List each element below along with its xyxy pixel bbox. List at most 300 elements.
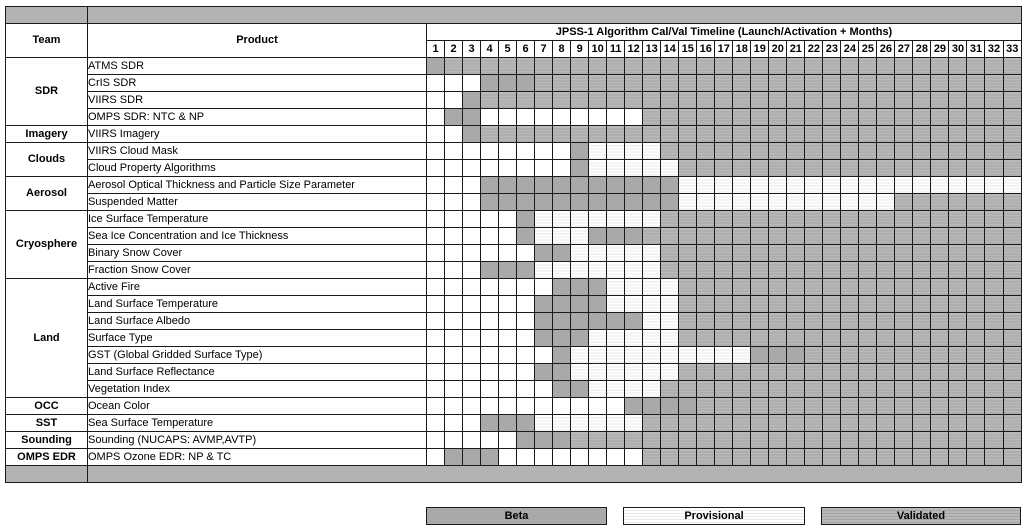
timeline-cell-val — [769, 211, 787, 228]
timeline-cell-val — [877, 109, 895, 126]
timeline-cell-val — [985, 398, 1003, 415]
timeline-cell-val — [985, 449, 1003, 466]
timeline-cell-val — [769, 262, 787, 279]
timeline-cell-val — [571, 126, 589, 143]
timeline-cell-empty — [481, 160, 499, 177]
timeline-cell-val — [931, 143, 949, 160]
timeline-cell-val — [697, 381, 715, 398]
timeline-cell-empty — [553, 143, 571, 160]
timeline-cell-empty — [427, 415, 445, 432]
timeline-cell-prov — [607, 279, 625, 296]
timeline-cell-val — [931, 262, 949, 279]
timeline-cell-beta — [571, 160, 589, 177]
timeline-cell-val — [751, 228, 769, 245]
timeline-cell-val — [805, 92, 823, 109]
timeline-cell-empty — [445, 177, 463, 194]
timeline-cell-prov — [607, 160, 625, 177]
timeline-cell-val — [967, 143, 985, 160]
timeline-cell-val — [949, 160, 967, 177]
timeline-cell-beta — [607, 313, 625, 330]
timeline-cell-val — [967, 228, 985, 245]
timeline-cell-val — [895, 449, 913, 466]
timeline-cell-val — [571, 75, 589, 92]
timeline-cell-beta — [499, 177, 517, 194]
timeline-cell-empty — [499, 330, 517, 347]
month-header: 20 — [769, 41, 787, 58]
timeline-cell-empty — [535, 109, 553, 126]
timeline-cell-prov — [841, 177, 859, 194]
timeline-cell-beta — [589, 228, 607, 245]
timeline-cell-val — [733, 211, 751, 228]
timeline-cell-val — [697, 211, 715, 228]
timeline-cell-val — [877, 364, 895, 381]
timeline-cell-empty — [445, 415, 463, 432]
timeline-cell-val — [607, 126, 625, 143]
timeline-cell-val — [895, 228, 913, 245]
timeline-cell-val — [931, 398, 949, 415]
timeline-cell-beta — [535, 330, 553, 347]
table-row — [6, 449, 1022, 466]
timeline-cell-val — [805, 160, 823, 177]
timeline-cell-prov — [841, 194, 859, 211]
timeline-cell-prov — [607, 330, 625, 347]
timeline-cell-prov — [661, 330, 679, 347]
timeline-cell-val — [571, 58, 589, 75]
timeline-cell-val — [949, 245, 967, 262]
timeline-cell-val — [949, 449, 967, 466]
timeline-cell-prov — [1003, 177, 1021, 194]
timeline-cell-empty — [517, 398, 535, 415]
timeline-cell-empty — [427, 177, 445, 194]
timeline-cell-val — [697, 109, 715, 126]
timeline-cell-val — [787, 211, 805, 228]
timeline-cell-val — [553, 75, 571, 92]
timeline-cell-val — [751, 160, 769, 177]
timeline-cell-val — [967, 279, 985, 296]
timeline-cell-empty — [427, 92, 445, 109]
timeline-cell-val — [661, 228, 679, 245]
timeline-cell-val — [877, 262, 895, 279]
timeline-cell-val — [949, 58, 967, 75]
timeline-cell-val — [805, 398, 823, 415]
timeline-cell-val — [679, 381, 697, 398]
timeline-cell-empty — [463, 262, 481, 279]
timeline-cell-val — [841, 364, 859, 381]
timeline-cell-val — [805, 75, 823, 92]
timeline-cell-val — [679, 228, 697, 245]
timeline-cell-prov — [661, 279, 679, 296]
product-label: ATMS SDR — [88, 58, 427, 75]
timeline-cell-val — [769, 126, 787, 143]
timeline-cell-val — [787, 160, 805, 177]
timeline-cell-val — [589, 92, 607, 109]
timeline-cell-empty — [589, 109, 607, 126]
table-row — [6, 364, 1022, 381]
timeline-cell-beta — [553, 313, 571, 330]
timeline-cell-val — [769, 109, 787, 126]
timeline-cell-val — [949, 228, 967, 245]
timeline-cell-val — [715, 364, 733, 381]
timeline-cell-val — [823, 262, 841, 279]
timeline-cell-val — [949, 364, 967, 381]
timeline-cell-val — [769, 75, 787, 92]
timeline-cell-val — [985, 211, 1003, 228]
timeline-cell-prov — [751, 177, 769, 194]
timeline-cell-val — [805, 347, 823, 364]
month-header: 27 — [895, 41, 913, 58]
timeline-cell-val — [967, 449, 985, 466]
timeline-cell-val — [751, 432, 769, 449]
product-label: Sea Surface Temperature — [88, 415, 427, 432]
team-label: SDR — [6, 58, 88, 126]
timeline-cell-empty — [625, 109, 643, 126]
timeline-cell-val — [751, 364, 769, 381]
timeline-cell-val — [805, 245, 823, 262]
timeline-cell-val — [877, 75, 895, 92]
timeline-cell-val — [787, 92, 805, 109]
timeline-cell-val — [949, 262, 967, 279]
timeline-cell-prov — [967, 177, 985, 194]
timeline-cell-val — [697, 75, 715, 92]
timeline-cell-empty — [445, 381, 463, 398]
product-label: Sea Ice Concentration and Ice Thickness — [88, 228, 427, 245]
timeline-cell-val — [679, 211, 697, 228]
month-header: 10 — [589, 41, 607, 58]
timeline-cell-empty — [499, 211, 517, 228]
timeline-cell-val — [1003, 143, 1021, 160]
timeline-cell-val — [895, 432, 913, 449]
table-row — [6, 245, 1022, 262]
timeline-cell-beta — [607, 177, 625, 194]
timeline-cell-empty — [445, 398, 463, 415]
timeline-cell-prov — [931, 177, 949, 194]
timeline-cell-val — [913, 296, 931, 313]
timeline-cell-val — [841, 296, 859, 313]
timeline-cell-val — [967, 92, 985, 109]
timeline-cell-val — [643, 415, 661, 432]
month-header: 8 — [553, 41, 571, 58]
product-label: Vegetation Index — [88, 381, 427, 398]
timeline-cell-empty — [427, 296, 445, 313]
timeline-cell-val — [931, 415, 949, 432]
timeline-cell-empty — [517, 143, 535, 160]
timeline-cell-beta — [589, 279, 607, 296]
timeline-cell-prov — [571, 364, 589, 381]
timeline-cell-val — [679, 449, 697, 466]
timeline-cell-val — [841, 381, 859, 398]
product-label: VIIRS Imagery — [88, 126, 427, 143]
timeline-cell-empty — [463, 177, 481, 194]
timeline-cell-empty — [427, 211, 445, 228]
timeline-cell-val — [769, 296, 787, 313]
timeline-cell-val — [913, 143, 931, 160]
timeline-cell-beta — [553, 364, 571, 381]
timeline-cell-val — [553, 126, 571, 143]
timeline-cell-val — [769, 330, 787, 347]
timeline-cell-val — [679, 245, 697, 262]
timeline-cell-prov — [571, 228, 589, 245]
timeline-cell-empty — [427, 75, 445, 92]
timeline-cell-val — [535, 75, 553, 92]
timeline-cell-val — [643, 449, 661, 466]
timeline-cell-val — [787, 262, 805, 279]
timeline-cell-prov — [607, 296, 625, 313]
timeline-cell-val — [967, 211, 985, 228]
month-header: 1 — [427, 41, 445, 58]
timeline-cell-empty — [517, 109, 535, 126]
timeline-cell-val — [715, 432, 733, 449]
timeline-cell-val — [931, 92, 949, 109]
timeline-cell-val — [805, 211, 823, 228]
timeline-cell-prov — [589, 211, 607, 228]
timeline-cell-val — [859, 262, 877, 279]
timeline-cell-val — [931, 364, 949, 381]
timeline-cell-val — [841, 245, 859, 262]
month-header: 33 — [1003, 41, 1021, 58]
timeline-cell-val — [985, 364, 1003, 381]
timeline-cell-val — [913, 313, 931, 330]
timeline-cell-prov — [823, 194, 841, 211]
timeline-cell-val — [1003, 211, 1021, 228]
timeline-cell-val — [859, 58, 877, 75]
table-row — [6, 381, 1022, 398]
table-row — [6, 194, 1022, 211]
timeline-cell-val — [715, 228, 733, 245]
timeline-cell-beta — [553, 330, 571, 347]
timeline-cell-beta — [607, 228, 625, 245]
timeline-cell-val — [733, 160, 751, 177]
timeline-cell-val — [895, 211, 913, 228]
timeline-cell-beta — [553, 347, 571, 364]
timeline-cell-prov — [625, 160, 643, 177]
timeline-cell-empty — [499, 432, 517, 449]
timeline-cell-empty — [427, 245, 445, 262]
timeline-cell-val — [787, 381, 805, 398]
timeline-cell-val — [949, 398, 967, 415]
timeline-cell-val — [1003, 330, 1021, 347]
timeline-cell-prov — [913, 177, 931, 194]
timeline-cell-empty — [463, 347, 481, 364]
timeline-cell-val — [643, 75, 661, 92]
month-header: 32 — [985, 41, 1003, 58]
timeline-cell-val — [769, 143, 787, 160]
timeline-cell-val — [895, 126, 913, 143]
timeline-cell-empty — [499, 364, 517, 381]
timeline-cell-empty — [445, 228, 463, 245]
month-header: 16 — [697, 41, 715, 58]
timeline-cell-prov — [553, 228, 571, 245]
timeline-cell-val — [913, 262, 931, 279]
timeline-cell-val — [661, 126, 679, 143]
timeline-cell-val — [859, 330, 877, 347]
timeline-cell-val — [1003, 109, 1021, 126]
timeline-cell-prov — [697, 347, 715, 364]
timeline-cell-empty — [463, 398, 481, 415]
timeline-cell-val — [481, 92, 499, 109]
timeline-cell-val — [661, 415, 679, 432]
month-header: 6 — [517, 41, 535, 58]
timeline-cell-prov — [697, 177, 715, 194]
timeline-cell-val — [841, 347, 859, 364]
timeline-cell-empty — [535, 347, 553, 364]
timeline-cell-prov — [643, 313, 661, 330]
timeline-cell-prov — [625, 330, 643, 347]
timeline-cell-prov — [769, 177, 787, 194]
timeline-cell-prov — [643, 245, 661, 262]
timeline-cell-val — [877, 279, 895, 296]
timeline-cell-val — [949, 347, 967, 364]
timeline-cell-prov — [625, 415, 643, 432]
timeline-cell-val — [859, 228, 877, 245]
timeline-cell-val — [661, 143, 679, 160]
timeline-cell-prov — [985, 177, 1003, 194]
timeline-cell-beta — [625, 398, 643, 415]
timeline-cell-val — [517, 92, 535, 109]
timeline-cell-val — [751, 296, 769, 313]
timeline-cell-val — [769, 160, 787, 177]
timeline-cell-prov — [859, 194, 877, 211]
table-row — [6, 330, 1022, 347]
timeline-cell-empty — [445, 160, 463, 177]
month-header: 25 — [859, 41, 877, 58]
timeline-cell-val — [805, 449, 823, 466]
timeline-cell-val — [805, 228, 823, 245]
timeline-cell-prov — [571, 347, 589, 364]
timeline-cell-val — [895, 109, 913, 126]
timeline-cell-val — [913, 75, 931, 92]
timeline-cell-empty — [445, 92, 463, 109]
timeline-cell-val — [643, 126, 661, 143]
timeline-cell-val — [607, 58, 625, 75]
timeline-cell-val — [877, 398, 895, 415]
timeline-cell-val — [715, 296, 733, 313]
timeline-cell-beta — [571, 194, 589, 211]
timeline-cell-empty — [463, 364, 481, 381]
timeline-cell-val — [769, 313, 787, 330]
timeline-cell-val — [895, 75, 913, 92]
timeline-cell-prov — [877, 177, 895, 194]
timeline-cell-val — [967, 58, 985, 75]
month-header: 28 — [913, 41, 931, 58]
timeline-cell-val — [787, 58, 805, 75]
timeline-cell-prov — [589, 347, 607, 364]
timeline-cell-val — [805, 313, 823, 330]
timeline-cell-beta — [499, 415, 517, 432]
timeline-cell-empty — [535, 449, 553, 466]
timeline-cell-val — [787, 330, 805, 347]
timeline-cell-val — [913, 160, 931, 177]
timeline-cell-val — [733, 449, 751, 466]
timeline-cell-prov — [553, 211, 571, 228]
timeline-cell-prov — [877, 194, 895, 211]
timeline-cell-val — [805, 58, 823, 75]
product-label: Land Surface Temperature — [88, 296, 427, 313]
timeline-cell-val — [895, 194, 913, 211]
timeline-cell-val — [949, 75, 967, 92]
timeline-cell-val — [823, 160, 841, 177]
timeline-cell-val — [787, 228, 805, 245]
timeline-cell-val — [949, 381, 967, 398]
timeline-cell-val — [985, 415, 1003, 432]
timeline-cell-beta — [661, 177, 679, 194]
timeline-cell-val — [895, 279, 913, 296]
timeline-cell-val — [931, 347, 949, 364]
timeline-cell-val — [913, 109, 931, 126]
timeline-cell-val — [949, 92, 967, 109]
timeline-cell-prov — [733, 347, 751, 364]
table-row — [6, 262, 1022, 279]
timeline-cell-prov — [589, 415, 607, 432]
timeline-cell-prov — [607, 415, 625, 432]
timeline-cell-val — [967, 262, 985, 279]
timeline-cell-val — [877, 296, 895, 313]
timeline-cell-beta — [679, 398, 697, 415]
timeline-cell-val — [931, 75, 949, 92]
timeline-cell-prov — [643, 143, 661, 160]
timeline-cell-prov — [823, 177, 841, 194]
timeline-cell-empty — [427, 364, 445, 381]
timeline-cell-val — [571, 92, 589, 109]
timeline-cell-beta — [643, 194, 661, 211]
month-header: 17 — [715, 41, 733, 58]
timeline-cell-beta — [481, 177, 499, 194]
timeline-cell-val — [751, 245, 769, 262]
timeline-cell-val — [1003, 415, 1021, 432]
timeline-cell-val — [859, 381, 877, 398]
timeline-cell-val — [931, 381, 949, 398]
timeline-cell-val — [769, 415, 787, 432]
timeline-cell-val — [733, 75, 751, 92]
timeline-cell-val — [697, 415, 715, 432]
timeline-cell-val — [913, 364, 931, 381]
timeline-cell-empty — [463, 415, 481, 432]
timeline-cell-val — [553, 92, 571, 109]
timeline-cell-empty — [445, 364, 463, 381]
timeline-cell-beta — [571, 330, 589, 347]
timeline-cell-empty — [445, 432, 463, 449]
timeline-cell-beta — [499, 194, 517, 211]
timeline-cell-prov — [553, 415, 571, 432]
timeline-cell-val — [931, 330, 949, 347]
timeline-cell-val — [751, 330, 769, 347]
timeline-cell-empty — [481, 364, 499, 381]
timeline-cell-val — [1003, 449, 1021, 466]
timeline-cell-val — [769, 449, 787, 466]
timeline-cell-prov — [661, 313, 679, 330]
timeline-cell-val — [787, 126, 805, 143]
timeline-cell-empty — [463, 211, 481, 228]
timeline-cell-val — [985, 143, 1003, 160]
timeline-cell-prov — [607, 143, 625, 160]
timeline-cell-empty — [625, 449, 643, 466]
timeline-cell-val — [787, 415, 805, 432]
timeline-cell-empty — [463, 279, 481, 296]
timeline-cell-beta — [571, 177, 589, 194]
timeline-cell-empty — [481, 211, 499, 228]
timeline-cell-empty — [499, 279, 517, 296]
timeline-cell-val — [769, 58, 787, 75]
month-header: 31 — [967, 41, 985, 58]
timeline-cell-empty — [427, 194, 445, 211]
timeline-cell-val — [913, 58, 931, 75]
timeline-cell-val — [985, 75, 1003, 92]
timeline-cell-prov — [571, 262, 589, 279]
timeline-cell-empty — [445, 211, 463, 228]
timeline-cell-val — [751, 313, 769, 330]
table-row — [6, 177, 1022, 194]
timeline-cell-prov — [607, 245, 625, 262]
timeline-cell-val — [913, 415, 931, 432]
